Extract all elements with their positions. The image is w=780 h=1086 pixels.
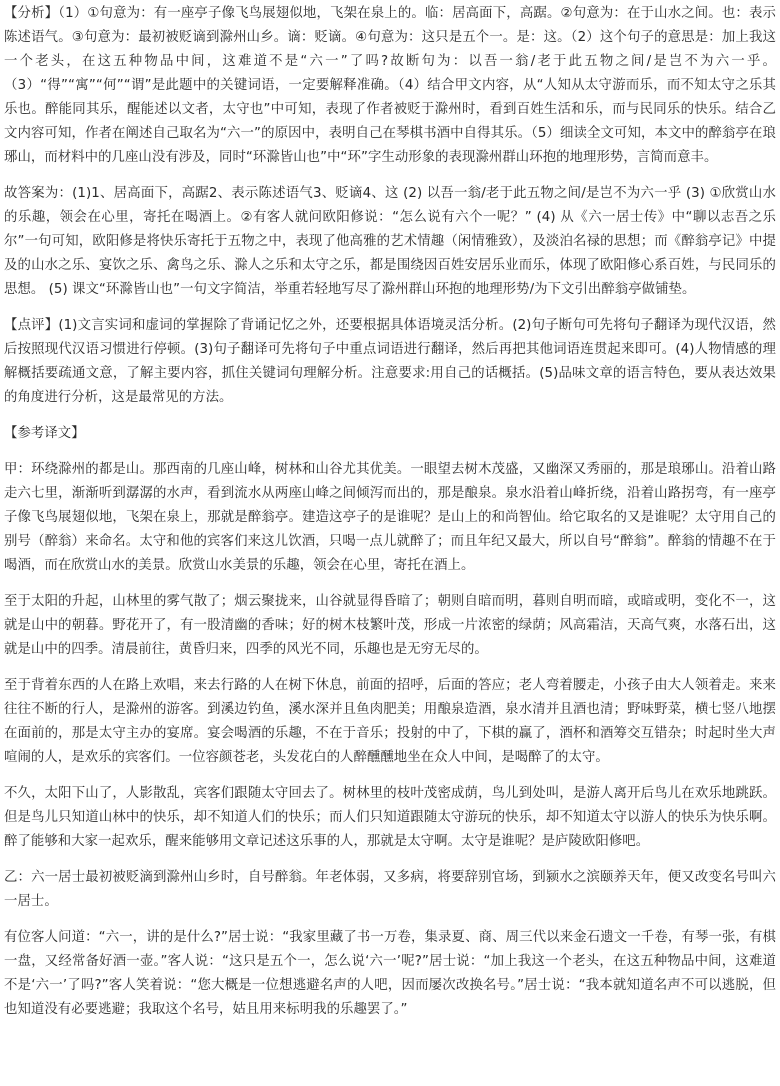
translation-paragraph-2: 至于太阳的升起，山林里的雾气散了；烟云聚拢来，山谷就显得昏暗了；朝则自暗而明，暮则自明而暗，或暗或明，变化不一，这就是山中的朝暮。野花开了，有一股清幽的香味；好的树木枝繁叶茂，形成一片浓密的绿荫；风高霜洁，天高气爽，水落石出，这就是山中的四季。清晨前往，黄昏归来，四季的风光不同，乐趣也是无穷无尽的。 (4, 594, 776, 657)
translation-paragraph-3: 至于背着东西的人在路上欢唱，来去行路的人在树下休息，前面的招呼，后面的答应；老人弯着腰走，小孩子由大人领着走。来来往往不断的行人，是滁州的游客。到溪边钓鱼，溪水深并且鱼肉肥美；用酿泉造酒，泉水清并且酒也清；野味野菜，横七竖八地摆在面前的，那是太守主办的宴席。宴会喝酒的乐趣，不在于音乐；投射的中了，下棋的赢了，酒杯和酒筹交互错杂；时起时坐大声喧闹的人，是欢乐的宾客们。一位容颜苍老，头发花白的人醉醺醺地坐在众人中间，是喝醉了的太守。 (4, 678, 776, 765)
translation-paragraph-6: 有位客人问道：“六一，讲的是什么?”居士说：“我家里藏了书一万卷，集录夏、商、周三代以来金石遗文一千卷，有琴一张，有棋一盘，又经常备好酒一壶。”客人说：“这只是五个一，怎么说‘六一’呢?”居士说：“加上我这一个老头，在这五种物品中间，这难道不是‘六一’了吗?”客人笑着说：“您大概是一位想逃避名声的人吧，因而屡次改换名号。”居士说：“我本就知道名声不可以逃脱，但也知道没有必要逃避；我取这个名号，姑且用来标明我的乐趣罢了。” (4, 930, 776, 1017)
translation-paragraph-5: 乙：六一居士最初被贬滴到滁州山乡时，自号醉翁。年老体弱，又多病，将要辞别官场，到颍水之滨颐养天年，便又改变名号叫六一居士。 (4, 870, 776, 909)
spacer (4, 854, 776, 866)
comment-paragraph: 【点评】(1)文言实词和虚词的掌握除了背诵记忆之外，还要根据具体语境灵活分析。(2)句子断句可先将句子翻译为现代汉语，然后按照现代汉语习惯进行停顿。(3)句子翻译可先将句子中重点词语进行翻译，然后再把其他词语连贯起来即可。(4)人物情感的理解概括要疏通文意，了解主要内容，抓住关键词句理解分析。注意要求:用自己的话概括。(5)品味文章的语言特色，要从表达效果的角度进行分析，这是最常见的方法。 (4, 318, 776, 405)
spacer (4, 914, 776, 926)
spacer (4, 446, 776, 458)
spacer (4, 770, 776, 782)
spacer (4, 410, 776, 422)
spacer (4, 662, 776, 674)
translation-paragraph-4: 不久，太阳下山了，人影散乱，宾客们跟随太守回去了。树林里的枝叶茂密成荫，鸟儿到处叫，是游人离开后鸟儿在欢乐地跳跃。但是鸟儿只知道山林中的快乐，却不知道人们的快乐；而人们只知道跟随太守游玩的快乐，却不知道太守以游人的快乐为快乐啊。醉了能够和大家一起欢乐，醒来能够用文章记述这乐事的人，那就是太守啊。太守是谁呢？是庐陵欧阳修吧。 (4, 786, 776, 849)
spacer (4, 578, 776, 590)
answer-paragraph: 故答案为：(1)1、居高面下，高踞2、表示陈述语气3、贬谪4、这 (2) 以吾一翁/老于此五物之间/是岂不为六一乎 (3) ①欣赏山水的乐趣，领会在心里，寄托在喝酒上。②有客人就问欧阳修说：“怎么说有六个一呢？” (4) 从《六一居士传》中“聊以志吾之乐尔”一句可知，欧阳修是将快乐寄托于五物之中，表现了他高雅的艺术情趣（闲情雅致），及淡泊名禄的思想；而《醉翁亭记》中提及的山水之乐、宴饮之乐、禽鸟之乐、滁人之乐和太守之乐，都是围绕因百姓安居乐业而乐，体现了欧阳修心系百姓，与民同乐的思想。 (5) 课文“环滁皆山也”一句文字简洁，举重若轻地写尽了滁州群山环抱的地理形势/为下文引出醉翁亭做铺垫。 (4, 186, 776, 297)
spacer (4, 302, 776, 314)
analysis-paragraph: 【分析】（1）①句意为：有一座亭子像飞鸟展翅似地，飞架在泉上的。临：居高面下，高踞。②句意为：在于山水之间。也：表示陈述语气。③句意为：最初被贬谪到滁州山乡。谪：贬谪。④句意为：这只是五个一。是：这。（2）这个句子的意思是：加上我这一个老头，在这五种物品中间，这难道不是“六一”了吗?故断句为：以吾一翁/老于此五物之间/是岂不为六一乎。（3）“得”“寓”“何”“谓”是此题中的关键词语，一定要解释准确。（4）结合甲文内容，从“人知从太守游而乐，而不知太守之乐其乐也。醉能同其乐，醒能述以文者，太守也”中可知，表现了作者被贬于滁州时，看到百姓生活和乐，而与民同乐的快乐。结合乙文内容可知，作者在阐述自己取名为“六一”的原因中，表明自己在琴棋书酒中自得其乐。（5）细读全文可知，本文中的醉翁亭在琅琊山，而材料中的几座山没有涉及，同时“环滁皆山也”中“环”字生动形象的表现滁州群山环抱的地理形势，言简而意丰。 (4, 6, 776, 165)
translation-paragraph-1: 甲：环绕滁州的都是山。那西南的几座山峰，树林和山谷尤其优美。一眼望去树木茂盛，又幽深又秀丽的，那是琅琊山。沿着山路走六七里，渐渐听到潺潺的水声，看到流水从两座山峰之间倾泻而出的，那是酿泉。泉水沿着山峰折绕，沿着山路拐弯，有一座亭子像飞鸟展翅似地，飞架在泉上，那就是醉翁亭。建造这亭子的是谁呢？是山上的和尚智仙。给它取名的又是谁呢？太守用自己的别号（醉翁）来命名。太守和他的宾客们来这儿饮酒，只喝一点儿就醉了；而且年纪又最大，所以自号“醉翁”。醉翁的情趣不在于喝酒，而在欣赏山水的美景。欣赏山水美景的乐趣，领会在心里，寄托在酒上。 (4, 462, 776, 573)
translation-heading: 【参考译文】 (4, 426, 85, 441)
spacer (4, 170, 776, 182)
